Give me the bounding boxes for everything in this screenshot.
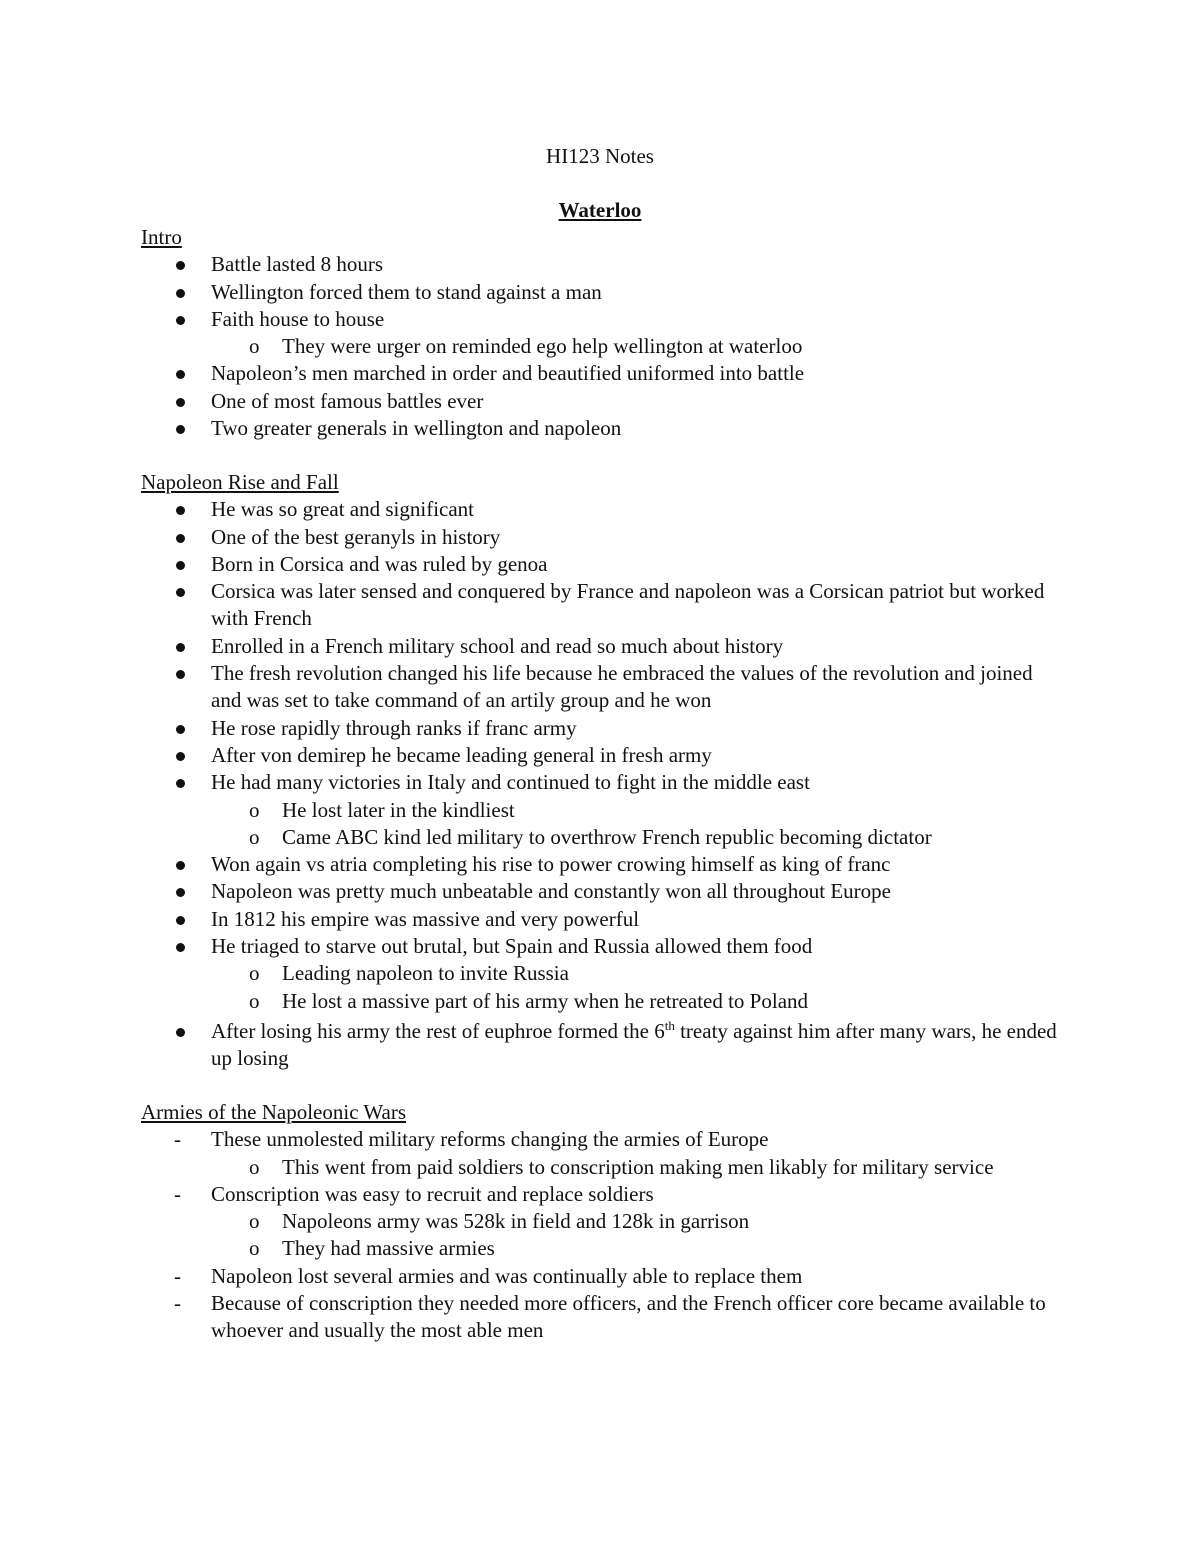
- list-item-text: Battle lasted 8 hours: [211, 252, 384, 277]
- list-item: [141, 551, 1061, 578]
- list-item: [141, 1208, 1061, 1235]
- bullet-icon: [176, 752, 185, 761]
- list-item: [141, 1018, 1061, 1073]
- bullet-icon: [176, 725, 185, 734]
- bullet-icon: [176, 916, 185, 925]
- list-item-text: They were urger on reminded ego help wellington at waterloo: [282, 334, 803, 359]
- bullet-icon: [176, 261, 185, 270]
- bullet-icon: [176, 779, 185, 788]
- list-item: [141, 1263, 1061, 1290]
- list-item: [141, 333, 1061, 360]
- list-item-text: He rose rapidly through ranks if franc army: [211, 715, 577, 740]
- bullet-icon: [176, 561, 185, 570]
- list-item: [141, 1126, 1061, 1153]
- list-item: [141, 769, 1061, 796]
- list-item: [141, 1154, 1061, 1181]
- bullet-icon: [176, 943, 185, 952]
- list-item-text: After von demirep he became leading general in fresh army: [211, 742, 712, 767]
- circle-bullet-icon: o: [249, 824, 260, 849]
- bullet-icon: [176, 425, 185, 434]
- list-item-text: Corsica was later sensed and conquered by France and napoleon was a Corsican patriot but worked with French: [211, 579, 1045, 631]
- list-item-text: Two greater generals in wellington and napoleon: [211, 416, 622, 441]
- list-item: [141, 388, 1061, 415]
- dash-list: [141, 1126, 1061, 1344]
- page-subtitle: Waterloo: [558, 198, 642, 222]
- list-item-text: Faith house to house: [211, 306, 385, 331]
- list-item: [141, 415, 1061, 442]
- list-item: [141, 660, 1061, 715]
- bullet-icon: [176, 1028, 185, 1037]
- circle-bullet-icon: o: [249, 334, 260, 359]
- bullet-icon: [176, 861, 185, 870]
- bullet-icon: [176, 670, 185, 679]
- superscript: th: [664, 1017, 675, 1033]
- circle-bullet-icon: o: [249, 797, 260, 822]
- list-item: [141, 960, 1061, 987]
- list-item: [141, 1290, 1061, 1345]
- list-item-text: treaty against him after many wars, he ended up losing: [211, 1018, 1057, 1071]
- list-item-text: After losing his army the rest of euphroe formed the 6: [211, 1018, 665, 1043]
- list-item: [141, 360, 1061, 387]
- list-item-text: Napoleon was pretty much unbeatable and constantly won all throughout Europe: [211, 879, 891, 904]
- list-item-text: He triaged to starve out brutal, but Spain and Russia allowed them food: [211, 934, 813, 959]
- bullet-icon: [176, 289, 185, 298]
- list-item: [141, 878, 1061, 905]
- list-item: [141, 933, 1061, 960]
- list-item: [141, 824, 1061, 851]
- bullet-list: [141, 251, 1061, 442]
- bullet-icon: [176, 888, 185, 897]
- dash-bullet-icon: -: [174, 1291, 181, 1316]
- circle-bullet-icon: o: [249, 1154, 260, 1179]
- list-item-text: Napoleon’s men marched in order and beautified uniformed into battle: [211, 361, 805, 386]
- page-title: HI123 Notes: [546, 144, 654, 168]
- list-item: [141, 306, 1061, 333]
- list-item-text: Napoleons army was 528k in field and 128k in garrison: [282, 1209, 750, 1234]
- bullet-icon: [176, 643, 185, 652]
- list-item-text: In 1812 his empire was massive and very powerful: [211, 906, 640, 931]
- list-item-text: Won again vs atria completing his rise to power crowing himself as king of franc: [211, 852, 891, 877]
- dash-bullet-icon: -: [174, 1263, 181, 1288]
- bullet-icon: [176, 370, 185, 379]
- list-item-text: They had massive armies: [282, 1236, 495, 1261]
- list-item: [141, 633, 1061, 660]
- list-item-text: Because of conscription they needed more officers, and the French officer core became available to whoever and usually the most able men: [211, 1291, 1046, 1343]
- list-item-text: He lost later in the kindliest: [282, 797, 515, 822]
- list-item: [141, 715, 1061, 742]
- list-item-text: This went from paid soldiers to conscription making men likably for military service: [282, 1154, 994, 1179]
- list-item: [141, 279, 1061, 306]
- bullet-icon: [176, 588, 185, 597]
- list-item: [141, 578, 1061, 633]
- list-item: [141, 1181, 1061, 1208]
- list-item: [141, 496, 1061, 523]
- list-item-text: He had many victories in Italy and continued to fight in the middle east: [211, 770, 810, 795]
- bullet-icon: [176, 398, 185, 407]
- circle-bullet-icon: o: [249, 1209, 260, 1234]
- section-heading: Armies of the Napoleonic Wars: [141, 1100, 407, 1124]
- list-item-text: Conscription was easy to recruit and replace soldiers: [211, 1181, 654, 1206]
- list-item: [141, 988, 1061, 1015]
- list-item-text: Enrolled in a French military school and read so much about history: [211, 633, 784, 658]
- section-heading: Napoleon Rise and Fall: [141, 470, 339, 494]
- list-item-text: One of the best geranyls in history: [211, 524, 501, 549]
- list-item-text: One of most famous battles ever: [211, 388, 484, 413]
- list-item: [141, 524, 1061, 551]
- bullet-list: [141, 496, 1061, 1072]
- list-item-text: These unmolested military reforms changing the armies of Europe: [211, 1127, 769, 1152]
- section-armies: [141, 1099, 1061, 1345]
- section-napoleon-rise-fall: [141, 469, 1061, 1073]
- circle-bullet-icon: o: [249, 988, 260, 1013]
- list-item-text: Wellington forced them to stand against a man: [211, 279, 602, 304]
- list-item-text: Leading napoleon to invite Russia: [282, 961, 569, 986]
- bullet-icon: [176, 534, 185, 543]
- list-item-text: The fresh revolution changed his life because he embraced the values of the revolution and joined and was set to take command of an artily group and he won: [211, 661, 1033, 713]
- circle-bullet-icon: o: [249, 961, 260, 986]
- list-item-text: Born in Corsica and was ruled by genoa: [211, 551, 548, 576]
- list-item: [141, 851, 1061, 878]
- dash-bullet-icon: -: [174, 1181, 181, 1206]
- list-item-text: Came ABC kind led military to overthrow French republic becoming dictator: [282, 824, 932, 849]
- list-item-text: He lost a massive part of his army when he retreated to Poland: [282, 988, 809, 1013]
- list-item-text: He was so great and significant: [211, 497, 475, 522]
- list-item: [141, 797, 1061, 824]
- section-heading: Intro: [141, 225, 182, 249]
- list-item: [141, 251, 1061, 278]
- circle-bullet-icon: o: [249, 1236, 260, 1261]
- dash-bullet-icon: -: [174, 1127, 181, 1152]
- bullet-icon: [176, 316, 185, 325]
- list-item: [141, 742, 1061, 769]
- list-item-text: Napoleon lost several armies and was continually able to replace them: [211, 1263, 803, 1288]
- section-intro: [141, 224, 1061, 442]
- list-item: [141, 1235, 1061, 1262]
- list-item: [141, 906, 1061, 933]
- bullet-icon: [176, 506, 185, 515]
